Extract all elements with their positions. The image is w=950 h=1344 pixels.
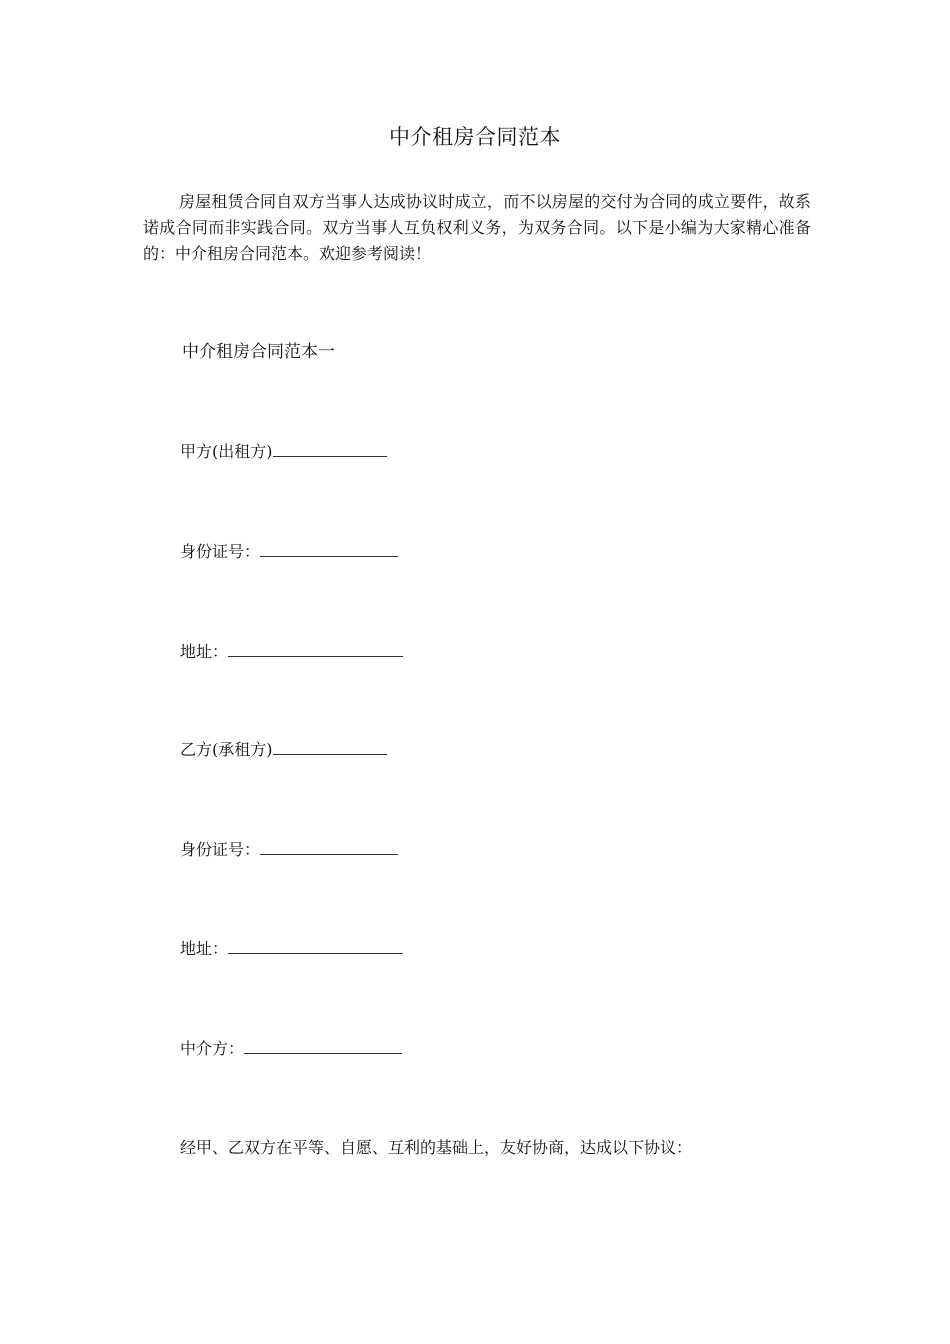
party-b-id-line xyxy=(180,838,398,862)
section-heading: 中介租房合同范本一 xyxy=(182,342,335,362)
party-b-address-label: 地址： xyxy=(180,939,229,958)
agreement-text: 经甲、乙双方在平等、自愿、互利的基础上，友好协商，达成以下协议： xyxy=(180,1138,693,1157)
party-b-label: 乙方(承租方) xyxy=(180,740,273,759)
document-title: 中介租房合同范本 xyxy=(389,125,561,149)
party-b-id-label: 身份证号： xyxy=(180,840,261,859)
party-b-id-blank xyxy=(260,840,398,855)
party-a-blank xyxy=(273,442,387,457)
party-a-id-line xyxy=(180,540,398,564)
party-a-address-blank xyxy=(228,642,403,657)
agent-label: 中介方： xyxy=(180,1039,245,1058)
party-a-label: 甲方(出租方) xyxy=(180,442,273,461)
agent-blank xyxy=(244,1039,402,1054)
party-b-address-blank xyxy=(228,939,403,954)
party-a-id-label: 身份证号： xyxy=(180,542,261,561)
intro-paragraph: 房屋租赁合同自双方当事人达成协议时成立，而不以房屋的交付为合同的成立要件，故系诺成合同而非实践合同。双方当事人互负权利义务，为双务合同。以下是小编为大家精心准备的：中介租房合同范本。欢迎参考阅读！ xyxy=(143,192,811,263)
party-a-id-blank xyxy=(260,542,398,557)
party-b-blank xyxy=(273,740,387,755)
party-a-line xyxy=(180,440,387,464)
party-b-line xyxy=(180,738,387,762)
party-b-address-line xyxy=(180,937,403,961)
party-a-address-label: 地址： xyxy=(180,642,229,661)
agent-line xyxy=(180,1037,402,1061)
party-a-address-line xyxy=(180,640,403,664)
